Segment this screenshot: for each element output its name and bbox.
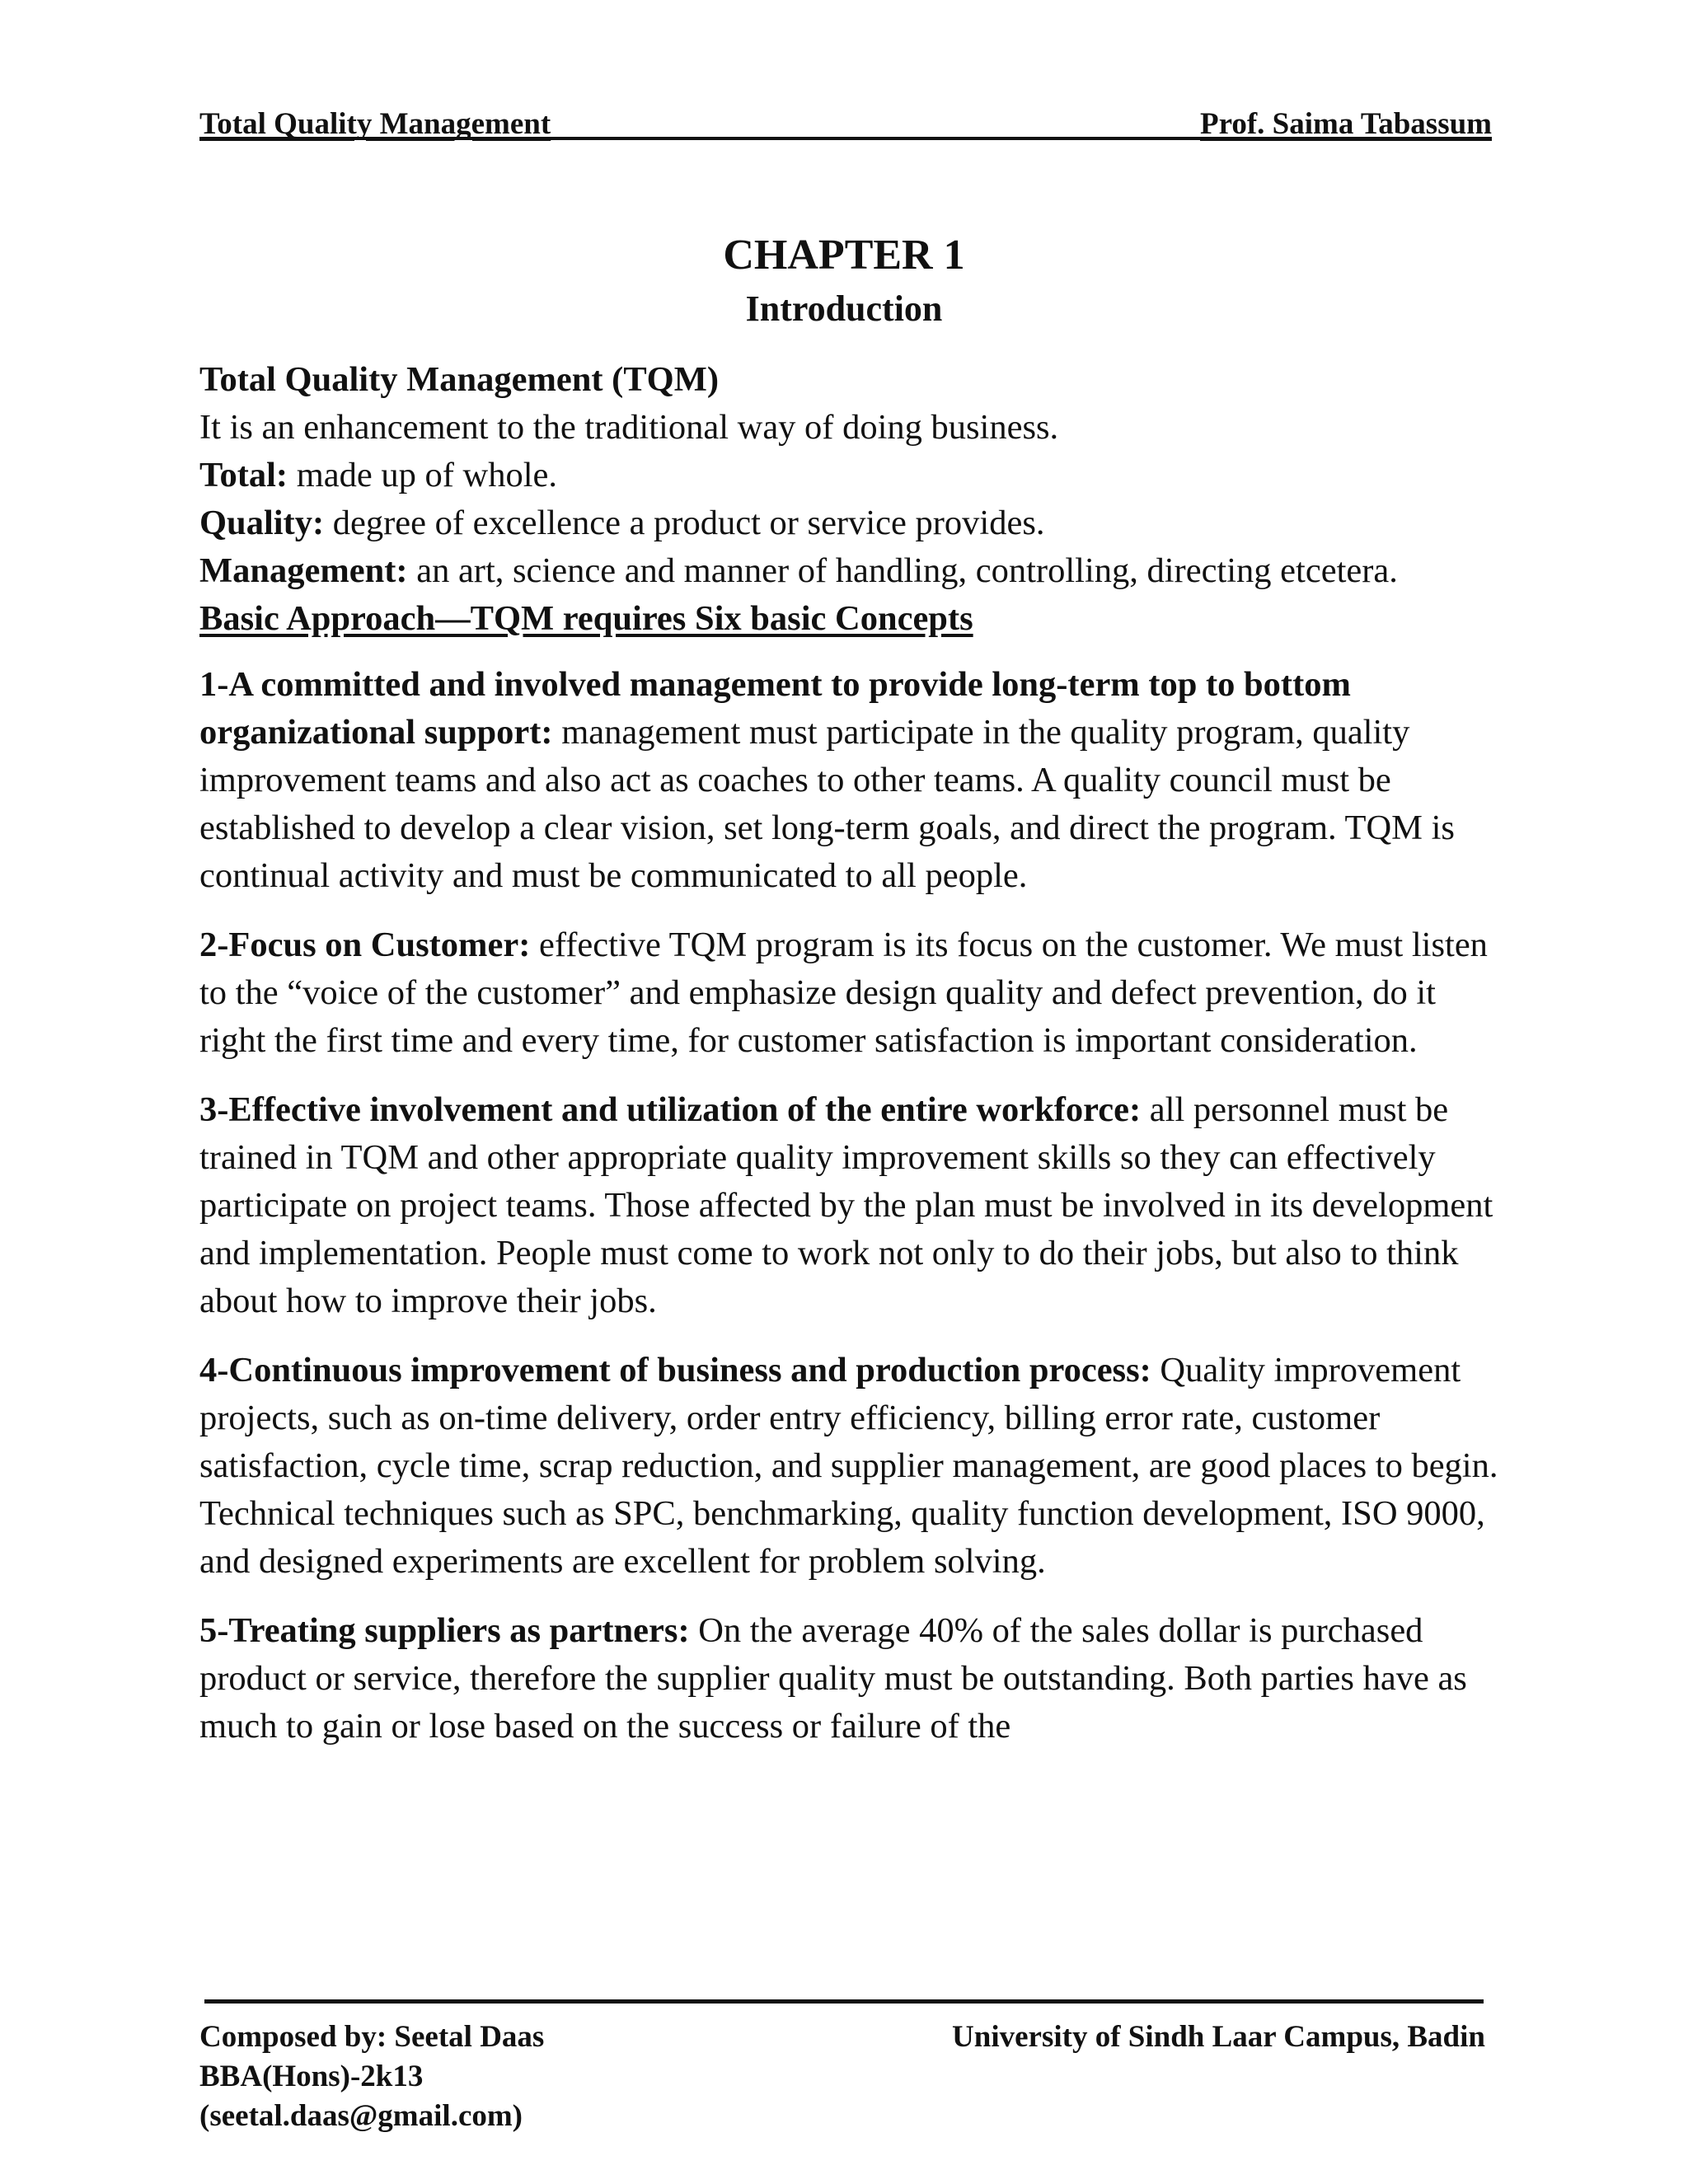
concept-title: 4-Continuous improvement of business and production process: xyxy=(199,1351,1151,1390)
concept-5 xyxy=(199,1607,1502,1750)
term-text: an art, science and manner of handling, controlling, directing etcetera. xyxy=(407,551,1398,590)
footer-university: University of Sindh Laar Campus, Badin xyxy=(952,2020,1485,2054)
document-body xyxy=(199,356,1502,1750)
section-heading: Basic Approach—TQM requires Six basic Concepts xyxy=(199,599,973,638)
term-total xyxy=(199,452,1502,499)
concept-text: On the average 40% of the sales dollar is purchased product or service, therefore the supplier quality must be outstanding. Both parties have as much to gain or lose based on the success or failure of the xyxy=(199,1611,1467,1746)
term-text: made up of whole. xyxy=(288,456,557,494)
concept-title: 2-Focus on Customer: xyxy=(199,926,531,964)
concept-1 xyxy=(199,661,1502,900)
chapter-subtitle: Introduction xyxy=(745,288,943,329)
header-author: Prof. Saima Tabassum xyxy=(1200,107,1492,141)
header-course-title: Total Quality Management xyxy=(199,107,551,141)
footer-program: BBA(Hons)-2k13 xyxy=(199,2060,424,2093)
term-text: degree of excellence a product or service provides. xyxy=(324,504,1045,542)
term-label: Total: xyxy=(199,456,288,494)
chapter-title: CHAPTER 1 xyxy=(723,232,965,279)
concept-text: effective TQM program is its focus on the customer. We must listen to the “voice of the customer” and emphasize design quality and defect prevention, do it right the first time and every time, for customer satisfaction is important consideration. xyxy=(199,926,1488,1060)
concept-title: 3-Effective involvement and utilization of the entire workforce: xyxy=(199,1090,1142,1129)
concept-title: 1-A committed and involved management to provide long-term top to bottom organizational support: xyxy=(199,665,1351,752)
term-label: Management: xyxy=(199,551,408,590)
term-label: Quality: xyxy=(199,504,325,542)
concept-text: all personnel must be trained in TQM and other appropriate quality improvement skills so they can effectively participate on project teams. Those affected by the plan must be involved in its development and implementation. People must come to work not only to do their jobs, but also to think about how to improve their jobs. xyxy=(199,1090,1493,1320)
footer-email: (seetal.daas@gmail.com) xyxy=(199,2099,523,2133)
term-management xyxy=(199,547,1502,595)
footer-divider xyxy=(204,1999,1484,2004)
concept-3 xyxy=(199,1086,1502,1325)
term-quality xyxy=(199,499,1502,547)
concept-2 xyxy=(199,921,1502,1065)
tqm-heading: Total Quality Management (TQM) xyxy=(199,360,719,399)
tqm-definition: It is an enhancement to the traditional way of doing business. xyxy=(199,408,1059,447)
footer-author-block xyxy=(199,2018,544,2136)
concept-title: 5-Treating suppliers as partners: xyxy=(199,1611,690,1650)
page-header xyxy=(199,97,1492,140)
concept-4 xyxy=(199,1347,1502,1586)
footer-composed-by: Composed by: Seetal Daas xyxy=(199,2020,545,2054)
concept-text: management must participate in the quality program, quality improvement teams and also act as coaches to other teams. A quality council must be established to develop a clear vision, set long-term goals, and direct the program. TQM is continual activity and must be communicated to all people. xyxy=(199,713,1455,895)
concept-text: Quality improvement projects, such as on-time delivery, order entry efficiency, billing error rate, customer satisfaction, cycle time, scrap reduction, and supplier management, are good places to begin. Technical techniques such as SPC, benchmarking, quality function development, ISO 9000, and designed experiments are excellent for problem solving. xyxy=(199,1351,1498,1581)
